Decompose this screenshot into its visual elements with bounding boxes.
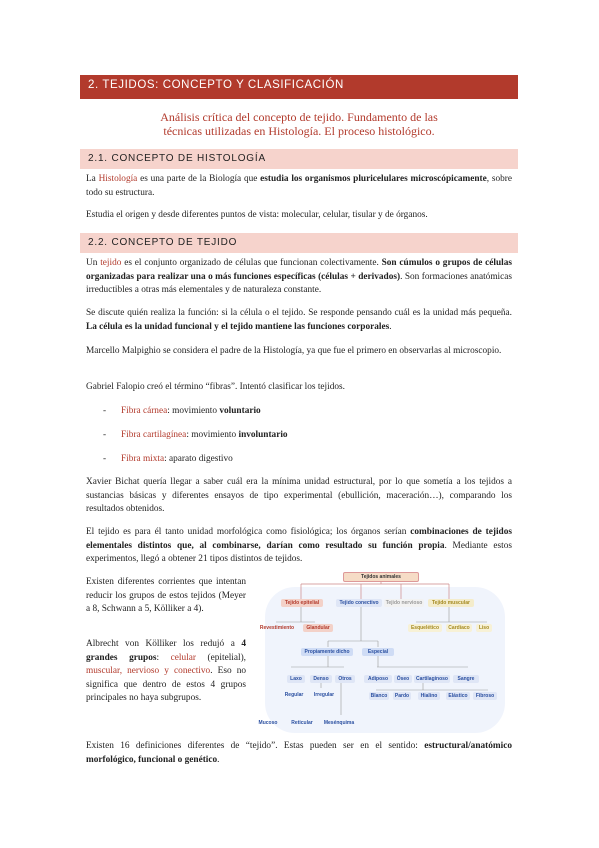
paragraph-histologia-scope: Estudia el origen y desde diferentes puntos de vista: molecular, celular, tisular y de órganos. xyxy=(86,210,428,220)
bold-text: Son cúmulos o grupos de células organizadas para realizar una o más funciones específicas (células + derivados) xyxy=(86,258,513,282)
diagram-node-sangre: Sangre xyxy=(453,675,479,683)
text-run: Se discute quién realiza la función: si la célula o el tejido. Se responde pensando cuál es la unidad más pequeña. xyxy=(86,308,512,318)
subtitle-line-1: Análisis crítica del concepto de tejido. Fundamento de las xyxy=(160,110,438,124)
diagram-node-revestimiento: Revestimiento xyxy=(259,625,295,631)
diagram-node-fibroso: Fibroso xyxy=(473,692,497,700)
bold-text: involuntario xyxy=(238,430,288,440)
text-run: es una parte de la Biología que xyxy=(137,174,261,184)
diagram-node-liso: Liso xyxy=(476,624,492,632)
paragraph-bichat: Xavier Bichat quería llegar a saber cuál era la mínima unidad estructural, por lo que sometía a los tejidos a sustancias básicas y diferentes ensayos de tipo experimental (ebullición, maceración…), comparando los resultados obtenidos. xyxy=(86,477,512,514)
bold-text: estructural/anatómico morfológico, funcional o genético xyxy=(86,741,512,765)
paragraph-falopio: Gabriel Falopio creó el término “fibras”. Intentó clasificar los tejidos. xyxy=(86,382,345,392)
section-heading-tejido xyxy=(80,233,518,253)
bold-text: voluntario xyxy=(219,406,261,416)
paragraph-malpighio: Marcello Malpighio se considera el padre de la Histología, ya que fue el primero en observarlas al microscopio. xyxy=(86,346,502,356)
bullet-dash: - xyxy=(103,406,107,416)
diagram-node-regular: Regular xyxy=(284,692,304,698)
paragraph-definiciones xyxy=(86,740,512,767)
paragraph-kolliker xyxy=(86,638,246,706)
diagram-node-conectivo: Tejido conectivo xyxy=(336,599,382,607)
text-run: (epitelial), xyxy=(195,652,246,663)
list-item xyxy=(103,405,261,418)
diagram-node-root: Tejidos animales xyxy=(343,572,419,582)
bold-text: 4 grandes grupos xyxy=(86,639,246,663)
diagram-node-blanco: Blanco xyxy=(370,693,388,699)
diagram-node-mucoso: Mucoso xyxy=(258,720,278,726)
list-item xyxy=(103,429,288,442)
bold-text: estudia los organismos pluricelulares microscópicamente xyxy=(260,174,487,184)
text-run: es el conjunto organizado de células que funcionan colectivamente. xyxy=(121,258,382,268)
term-celular: celular xyxy=(170,652,196,663)
diagram-node-glandular: Glandular xyxy=(303,624,333,632)
tissue-classification-diagram xyxy=(251,565,513,733)
text-run: . Eso no significa que dentro de estos 4 grupos principales no haya subgrupos. xyxy=(86,666,247,703)
paragraph-funcion xyxy=(86,307,512,334)
diagram-node-cardiaco: Cardíaco xyxy=(446,624,472,632)
term-tejido: tejido xyxy=(100,258,122,268)
diagram-node-cartilaginoso: Cartilaginoso xyxy=(414,675,450,683)
diagram-node-denso: Denso xyxy=(310,675,332,683)
term-fibra-cartilaginea: Fibra cartilagínea xyxy=(121,430,187,440)
section-heading-text: 2.1. CONCEPTO DE HISTOLOGÍA xyxy=(88,153,266,164)
text-run: Existen 16 definiciones diferentes de “tejido”. Estas pueden ser en el sentido: xyxy=(86,741,425,751)
diagram-node-esqueletico: Esquelético xyxy=(408,624,442,632)
diagram-node-propiamente-dicho: Propiamente dicho xyxy=(301,648,353,656)
chapter-title-bar xyxy=(80,75,518,99)
text-run: : movimiento xyxy=(167,406,220,416)
diagram-node-especial: Especial xyxy=(362,648,394,656)
text-run: . Son formaciones anatómicas irreductibles a otras más elementales y de naturaleza constante. xyxy=(86,271,512,295)
chapter-subtitle xyxy=(80,110,518,138)
text-run: El tejido es para él tanto unidad morfológica como fisiológica; los órganos serían xyxy=(86,527,411,537)
diagram-node-oseo: Óseo xyxy=(394,675,412,683)
diagram-node-pardo: Pardo xyxy=(394,693,410,699)
diagram-node-nervioso: Tejido nervioso xyxy=(385,600,423,606)
term-histologia: Histología xyxy=(98,174,138,184)
text-run: . xyxy=(389,321,392,332)
paragraph-organos xyxy=(86,526,512,567)
diagram-node-epitelial: Tejido epitelial xyxy=(281,599,323,607)
bullet-dash: - xyxy=(103,430,107,440)
text-run: Albrecht von Kölliker los redujó a xyxy=(86,639,242,649)
bullet-dash: - xyxy=(103,454,107,464)
text-run: : movimiento xyxy=(186,430,239,440)
text-run: La xyxy=(86,174,99,184)
diagram-node-muscular: Tejido muscular xyxy=(428,599,474,607)
paragraph-tejido-definition xyxy=(86,257,512,298)
diagram-node-elastico: Elástico xyxy=(446,692,470,700)
bold-text: combinaciones de tejidos elementales distintos que, al combinarse, darían como resultado su función propia xyxy=(86,527,512,551)
diagram-node-otros: Otros xyxy=(335,675,355,683)
text-run: . xyxy=(217,754,220,765)
subtitle-line-2: técnicas utilizadas en Histología. El proceso histológico. xyxy=(163,124,435,138)
text-run: . Mediante estos experimentos, llegó a obtener 21 tipos distintos de tejidos. xyxy=(86,540,512,564)
diagram-node-laxo: Laxo xyxy=(287,675,305,683)
text-run: , sobre todo su estructura. xyxy=(86,174,512,198)
term-fibra-carnea: Fibra cárnea xyxy=(121,406,168,416)
diagram-node-mesenquima: Mesénquima xyxy=(323,720,355,726)
diagram-node-hialino: Hialino xyxy=(418,692,440,700)
chapter-title: 2. TEJIDOS: CONCEPTO Y CLASIFICACIÓN xyxy=(88,79,344,91)
bold-text: La célula es la unidad funcional y el tejido mantiene las funciones corporales xyxy=(86,321,390,332)
diagram-node-irregular: Irregular xyxy=(313,692,335,698)
paragraph-corrientes: Existen diferentes corrientes que intentan reducir los grupos de estos tejidos (Meyer a 8, Schwann a 5, Kölliker a 4). xyxy=(86,577,246,614)
diagram-node-reticular: Reticular xyxy=(291,720,313,726)
text-run: : aparato digestivo xyxy=(164,454,233,464)
section-heading-histologia xyxy=(80,149,518,169)
section-heading-text: 2.2. CONCEPTO DE TEJIDO xyxy=(88,237,238,248)
diagram-node-adiposo: Adiposo xyxy=(364,675,392,683)
term-grupos: muscular, nervioso y conectivo xyxy=(86,666,211,676)
text-run: Un xyxy=(86,258,101,268)
text-run: : xyxy=(156,652,171,663)
term-fibra-mixta: Fibra mixta xyxy=(121,454,165,464)
paragraph-histologia-definition xyxy=(86,173,512,200)
list-item xyxy=(103,453,233,466)
